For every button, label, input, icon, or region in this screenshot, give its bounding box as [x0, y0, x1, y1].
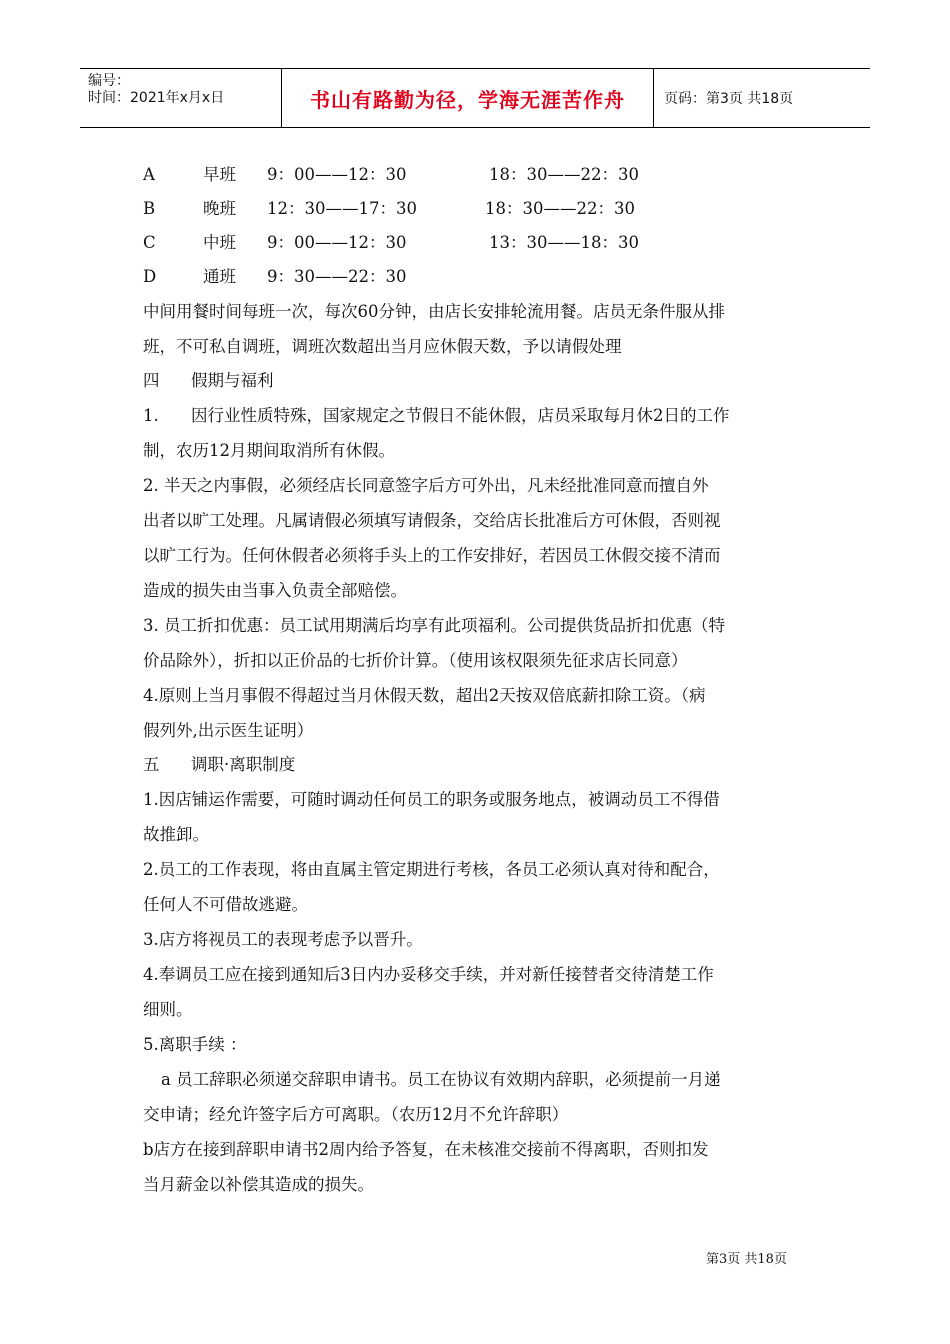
paragraph-line: 造成的损失由当事入负责全部赔偿。: [143, 581, 407, 600]
document-body: [143, 158, 809, 1202]
shift-code: A: [143, 165, 155, 184]
paragraph-line: 故推卸。: [143, 825, 209, 844]
shift-time-1: 9：30——22：30: [267, 267, 407, 286]
paragraph-line: 1.因店铺运作需要，可随时调动任何员工的职务或服务地点，被调动员工不得借: [143, 790, 720, 809]
header-page-number: 页码：第3页 共18页: [664, 91, 794, 107]
paragraph-line: 3. 员工折扣优惠：员工试用期满后均享有此项福利。公司提供货品折扣优惠（特: [143, 616, 725, 635]
item-text: 因行业性质特殊，国家规定之节假日不能休假，店员采取每月休2日的工作: [191, 406, 730, 425]
shift-time-1: 12：30——17：30: [267, 199, 417, 218]
shift-time-2: 18：30——22：30: [489, 165, 639, 184]
shift-time-1: 9：00——12：30: [267, 233, 407, 252]
shift-row: [143, 158, 809, 192]
shift-code: B: [143, 199, 156, 218]
paragraph-line: 2. 半天之内事假，必须经店长同意签字后方可外出，凡未经批准同意而擅自外: [143, 476, 709, 495]
header-motto-cell: [282, 69, 654, 127]
shift-name: 晚班: [203, 199, 236, 218]
paragraph-line: 细则。: [143, 1000, 193, 1019]
shift-name: 通班: [203, 267, 236, 286]
doc-number-label: 编号：: [88, 73, 130, 89]
item-number: 1.: [143, 406, 159, 425]
paragraph-line: 5.离职手续 ：: [143, 1035, 247, 1054]
shift-time-2: 18：30——22：30: [485, 199, 635, 218]
paragraph-line: 假列外,出示医生证明）: [143, 721, 314, 740]
section-title: 假期与福利: [191, 371, 274, 390]
paragraph-line: a 员工辞职必须递交辞职申请书。员工在协议有效期内辞职，必须提前一月递: [161, 1070, 721, 1089]
paragraph-line: 以旷工行为。任何休假者必须将手头上的工作安排好，若因员工休假交接不清而: [143, 546, 721, 565]
shift-time-2: 13：30——18：30: [489, 233, 639, 252]
shift-code: C: [143, 233, 156, 252]
section-number: 四: [143, 371, 160, 390]
paragraph-line: 任何人不可借故逃避。: [143, 895, 308, 914]
section-heading: [143, 364, 809, 398]
shift-time-1: 9：00——12：30: [267, 165, 407, 184]
paragraph-line: 交申请；经允许签字后方可离职。（农历12月不允许辞职）: [143, 1105, 569, 1124]
paragraph-line: 当月薪金以补偿其造成的损失。: [143, 1175, 374, 1194]
section-number: 五: [143, 755, 160, 774]
section-heading: [143, 748, 809, 782]
paragraph-line: 制，农历12月期间取消所有休假。: [143, 441, 395, 460]
shift-name: 中班: [203, 233, 236, 252]
shift-code: D: [143, 267, 157, 286]
paragraph-line: 4.奉调员工应在接到通知后3日内办妥移交手续，并对新任接替者交待清楚工作: [143, 965, 714, 984]
shift-row: [143, 192, 809, 226]
paragraph-line: [143, 398, 809, 433]
doc-date-label: 时间：2021年x月x日: [88, 90, 225, 106]
section-title: 调职·离职制度: [191, 755, 296, 774]
shift-name: 早班: [203, 165, 236, 184]
paragraph-line: 价品除外），折扣以正价品的七折价计算。（使用该权限须先征求店长同意）: [143, 651, 688, 670]
page-header: [80, 68, 870, 128]
paragraph-line: 班，不可私自调班，调班次数超出当月应休假天数，予以请假处理: [143, 337, 622, 356]
paragraph-line: 4.原则上当月事假不得超过当月休假天数，超出2天按双倍底薪扣除工资。（病: [143, 686, 706, 705]
paragraph-line: 3.店方将视员工的表现考虑予以晋升。: [143, 930, 423, 949]
paragraph-line: 2.员工的工作表现，将由直属主管定期进行考核，各员工必须认真对待和配合，: [143, 860, 720, 879]
paragraph-line: b店方在接到辞职申请书2周内给予答复，在未核准交接前不得离职，否则扣发: [143, 1140, 709, 1159]
header-meta: [80, 69, 282, 127]
shift-row: [143, 226, 809, 260]
header-motto: 书山有路勤为径，学海无涯苦作舟: [310, 87, 625, 112]
shift-row: [143, 260, 809, 294]
paragraph-line: 出者以旷工处理。凡属请假必须填写请假条，交给店长批准后方可休假，否则视: [143, 511, 721, 530]
page-footer: 第3页 共18页: [706, 1252, 787, 1267]
paragraph-line: 中间用餐时间每班一次，每次60分钟，由店长安排轮流用餐。店员无条件服从排: [143, 302, 725, 321]
